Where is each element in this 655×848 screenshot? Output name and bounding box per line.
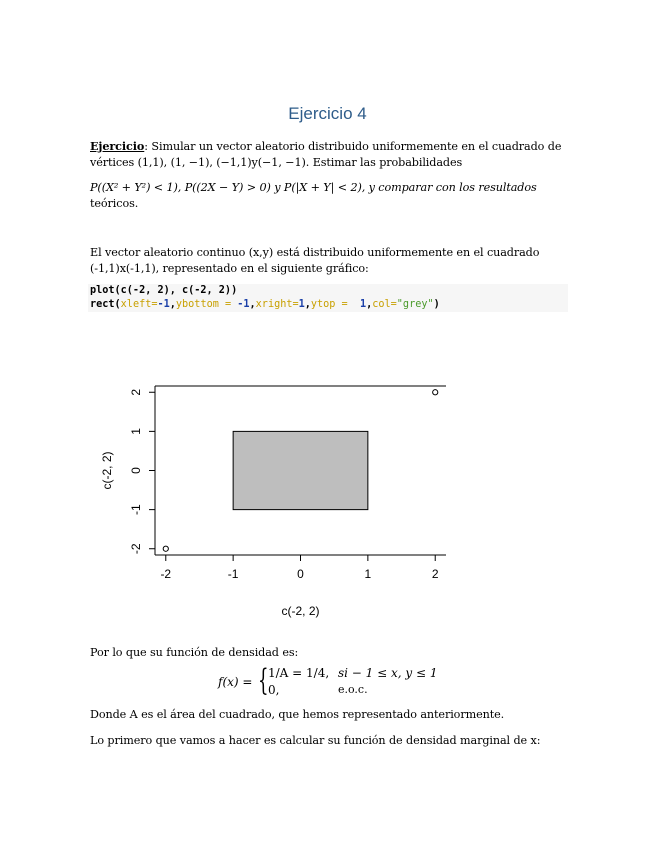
code-comma: , (304, 299, 311, 310)
code-comma: , (169, 299, 176, 310)
data-point (163, 546, 168, 551)
statement-line-1: : Simular un vector aleatorio distribuido uniformemente en el cuadrado de (144, 140, 562, 153)
x-tick-label: 1 (364, 567, 372, 581)
code-arg-xleft: xleft= (120, 299, 158, 310)
code-val-xright: 1 (298, 299, 305, 310)
exercise-statement (90, 138, 565, 212)
formula-row1-value: 1/A = 1/4, (268, 666, 330, 680)
exercise-label: Ejercicio (90, 139, 145, 153)
code-rect-fn: rect( (90, 299, 121, 310)
statement-line-2: vértices (1,1), (1, −1), (−1,1)y(−1, −1). Estimar las probabilidades (90, 156, 463, 169)
scatter-plot (100, 370, 470, 630)
density-intro: Por lo que su función de densidad es: (90, 646, 299, 659)
y-tick-label: 1 (129, 428, 144, 435)
formula-row2-cond: e.o.c. (338, 683, 368, 696)
formula-row2-value: 0, (268, 683, 280, 697)
formula-row1-cond: si − 1 ≤ x, y ≤ 1 (338, 666, 438, 680)
chart-rect (233, 431, 368, 509)
area-note: Donde A es el área del cuadrado, que hemos representado anteriormente. (90, 708, 505, 721)
density-formula (218, 663, 458, 700)
x-axis-label: c(-2, 2) (281, 604, 320, 618)
vector-line-1: El vector aleatorio continuo (x,y) está distribuido uniformemente en el cuadrado (90, 246, 540, 259)
code-arg-ytop: ytop = (310, 299, 360, 310)
code-val-ybottom: -1 (237, 299, 250, 310)
x-tick-label: 0 (297, 567, 304, 581)
code-comma: , (249, 299, 256, 310)
code-arg-ybottom: ybottom = (175, 299, 238, 310)
statement-line-3: P((X² + Y²) < 1), P((2X − Y) > 0) y P(|X + Y| < 2), y comparar con los resultados (90, 181, 537, 194)
data-point (433, 390, 438, 395)
page-title: Ejercicio 4 (288, 104, 367, 123)
x-tick-label: 2 (431, 567, 439, 581)
code-close-paren: ) (433, 299, 440, 310)
code-val-col: "grey" (396, 299, 434, 310)
code-block (88, 284, 568, 312)
code-line-rect (90, 298, 568, 312)
code-val-ytop: 1 (359, 299, 367, 310)
marginal-note: Lo primero que vamos a hacer es calcular su función de densidad marginal de x: (90, 734, 541, 747)
y-axis-label: c(-2, 2) (100, 451, 115, 490)
code-val-xleft: -1 (157, 299, 170, 310)
y-tick-label: 0 (129, 467, 144, 474)
y-tick-label: -2 (129, 543, 144, 555)
statement-line-4: teóricos. (90, 197, 139, 210)
y-tick-label: 2 (129, 388, 144, 396)
vector-line-2: (-1,1)x(-1,1), representado en el siguiente gráfico: (90, 262, 369, 275)
code-comma: , (366, 299, 373, 310)
formula-brace: { (258, 663, 269, 698)
y-tick-label: -1 (129, 504, 144, 515)
code-line-plot: plot(c(-2, 2), c(-2, 2)) (90, 285, 238, 296)
formula-lhs: f(x) = (218, 675, 253, 689)
code-arg-xright: xright= (255, 299, 299, 310)
x-tick-label: -1 (227, 567, 239, 581)
x-tick-label: -2 (160, 567, 172, 581)
code-arg-col: col= (372, 299, 397, 310)
vector-description (90, 245, 565, 277)
